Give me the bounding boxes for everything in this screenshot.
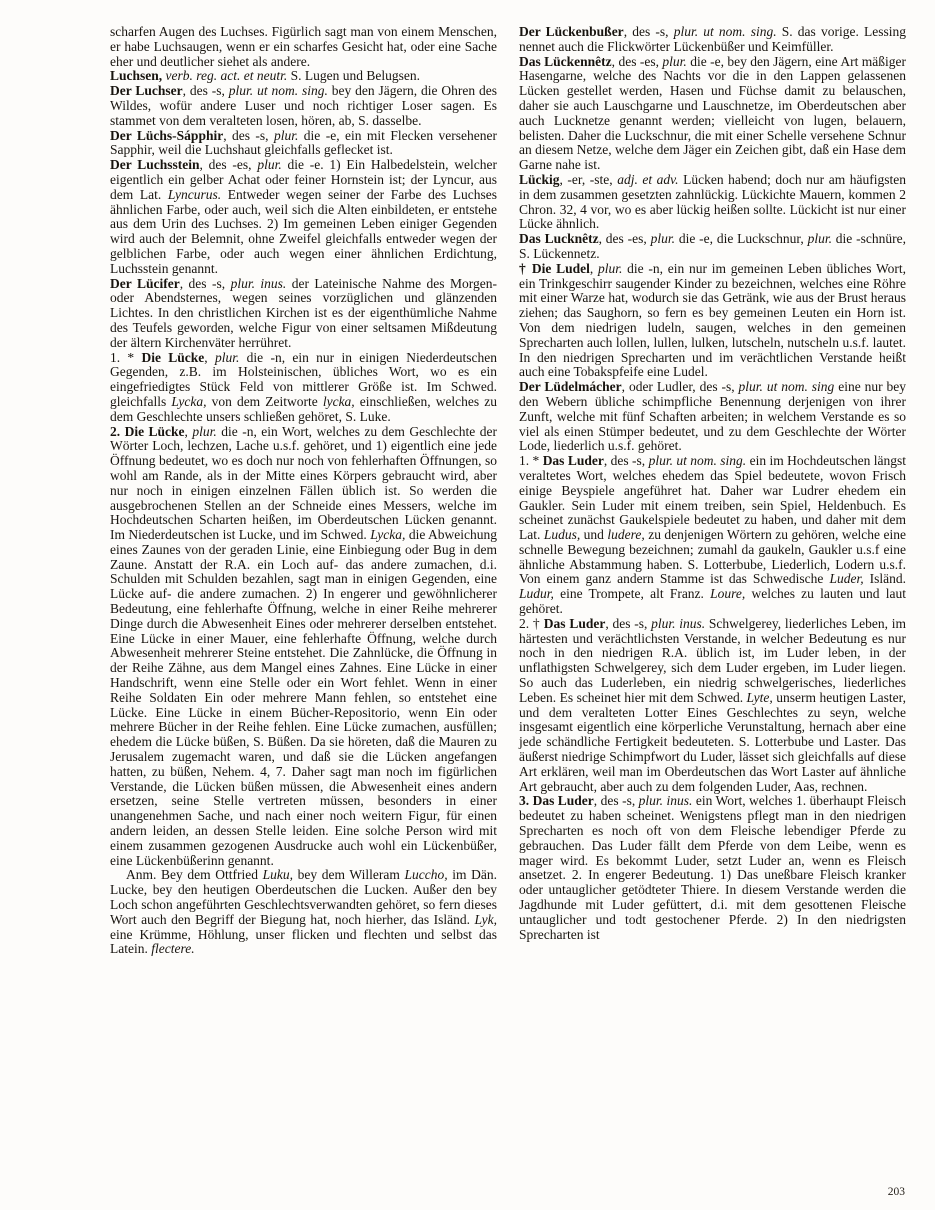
entry-die-ludel: [519, 262, 906, 380]
latin-abbreviation: Lyk,: [474, 911, 497, 927]
text-run: unserm heutigen Laster, und dem veralteten Lotter Eines Geschlechtes zu seyn, welche insgesamt eigentlich eine körperliche Verunstaltung, hernach aber eine jede schändliche Fertigkeit bedeuteten. S. Lotterbube und Laster. Das äußerst niedrige Schimpfwort du Luder, lässet sich gleichfalls auf diese Art erklären, weil man im Oberdeutschen das Wort Laster auf ähnliche Art gebraucht, aber auch zu dem folgenden Luder, Aas, rechnen.: [519, 689, 906, 794]
latin-abbreviation: plur. ut nom. sing.: [228, 83, 328, 99]
entry-headword: Luchsen,: [110, 68, 163, 84]
latin-abbreviation: Lyte,: [746, 689, 773, 705]
entry-der-luchs-sapphir: [110, 129, 497, 159]
text-run: ,: [204, 349, 215, 365]
text-run: S. das vorige. Lessing nennet auch die Flickwörter Lückenbüßer und Keimfüller.: [519, 24, 906, 54]
latin-abbreviation: plur.: [257, 157, 282, 173]
entry-der-luchser: [110, 84, 497, 128]
text-columns: [110, 25, 906, 957]
page-number: 203: [887, 1186, 905, 1198]
latin-abbreviation: Lycka,: [370, 527, 406, 543]
latin-abbreviation: Luder,: [829, 571, 864, 587]
text-run: einschließen, welches zu dem Geschlechte unsers schließen gehöret, S. Luke.: [110, 393, 497, 424]
text-run: ,: [589, 260, 599, 276]
latin-abbreviation: plur. ut nom. sing.: [648, 453, 747, 469]
latin-abbreviation: plur.: [192, 423, 217, 439]
entry-das-luder-2: [519, 617, 906, 795]
latin-abbreviation: plur. inus.: [651, 615, 706, 631]
latin-abbreviation: flectere.: [151, 941, 195, 957]
entry-der-lueckenbuesser: [519, 25, 906, 55]
text-run: die -schnüre, S. Lückennetz.: [519, 231, 906, 261]
entry-headword: † Die Ludel: [519, 260, 590, 276]
text-run: bey dem Willeram: [293, 867, 405, 883]
column-right: [519, 25, 906, 957]
latin-abbreviation: Ludus,: [543, 527, 581, 543]
entry-das-lucknetz: [519, 232, 906, 262]
text-run: der Lateinische Nahme des Morgen- oder Abendsternes, wegen seines vorzüglichen und glänzenden Lichtes. In den christlichen Kirchen ist es der eigenthümliche Nahme des Teufels geworden, welche Figur von einer seltsamen Mißdeutung der ältern Kirchenväter herrühret.: [110, 275, 497, 350]
text-run: scharfen Augen des Luchses. Figürlich sagt man von einem Menschen, er habe Luchsaugen, wenn er ein scharfes Gesicht hat, oder eine Sache eher und deutlicher siehet als andere.: [110, 24, 497, 69]
entry-headword: Der Lücifer: [110, 275, 180, 291]
entry-headword: Das Luder: [543, 615, 606, 631]
text-run: eine Trompete, alt Franz.: [553, 586, 711, 602]
latin-abbreviation: plur.: [807, 231, 832, 247]
latin-abbreviation: plur. ut nom. sing: [738, 379, 835, 395]
text-run: die -e. 1) Ein Halbedelstein, welcher eigentlich ein gelber Achat oder feiner Hornstein ist; der Lyncur, aus dem Lat.: [110, 157, 497, 202]
continuation-luchsauge: [110, 25, 497, 69]
text-run: , -er, -ste,: [559, 171, 618, 187]
latin-abbreviation: adj. et adv.: [617, 171, 679, 187]
entry-das-luder-1: [519, 454, 906, 617]
text-run: ,: [184, 423, 193, 439]
text-run: , des -s,: [593, 793, 639, 809]
latin-abbreviation: ludere,: [607, 527, 645, 543]
text-run: , des -s,: [623, 24, 674, 39]
text-run: , des -es,: [611, 53, 663, 69]
text-run: 2. †: [519, 615, 544, 631]
text-run: von dem Zeitworte: [206, 393, 323, 409]
text-run: im Dän. Lucke, bey den heutigen Oberdeutschen die Lucken. Außer den bey Loch schon angeführten Geschlechtsverwandten gehöret, so fern dieses Wort auch den Begriff der Biegung hat, noch hierher, das Isländ.: [110, 867, 497, 927]
text-run: Anm. Bey dem Ottfried: [126, 867, 263, 883]
entry-headword: 3. Das Luder: [519, 793, 594, 809]
text-run: welches zu lauten und laut gehöret.: [519, 586, 906, 617]
text-run: die Abweichung eines Zaunes von der geraden Linie, eine Einbiegung oder Bug in dem Zaune. Anstatt der R.A. ein Loch auf- das andere zumachen, d.i. Schulden mit Schulden bezahlen, sagt man in einigen Gegenden, eine Lücke auf- die andere zumachen. 2) In engerer und gewöhnlicherer Bedeutung, eine fehlerhafte Öffnung, welche in einer Reihe mehrerer Dinge durch die Abwesenheit Eines oder mehrerer derselben entstehet. Eine Lücke in einer Mauer, eine fehlerhafte Öffnung, welche durch Abwesenheit mehrerer Steine entstehet. Die Zahnlücke, die Öffnung in der Reihe Zähne, aus dem Mangel eines Zahnes. Eine Lücke in einer Handschrift, wenn eine Stelle oder ein Wort fehlet. Wenn in einer Reihe Soldaten Ein oder mehrere Mann fehlen, so entstehet eine Lücke. Eine Lücke in einem Bücher-Repositorio, wenn Ein oder mehrere Bücher in der Reihe fehlen. Eine Lücke zumachen, ausfüllen; ehedem die Lücke büßen, S. Büßen. Da sie höreten, daß die Mauren zu Jerusalem zugemacht waren, und daß sie die Lücken angefangen hatten, zu büßen, Nehem. 4, 7. Daher sagt man noch im figürlichen Verstande, die Lücken büßen müssen, die Abwesenheit eines andern ersetzen, seine Stelle vertreten müssen, besonders in einer unangenehmen Sache, und nach einer noch weitern Figur, für einen andern leiden, an dessen Stelle leiden. Eine solche Person wird mit einem zusammen gezogenen Ausdrucke auch wohl ein Lückenbüßer, eine Lückenbüßerinn genannt.: [110, 527, 497, 868]
text-run: eine nur bey den Webern übliche schimpfliche Benennung derjenigen von ihrer Zunft, welche mit fünf Schaften arbeiten; in welchem Verstande es so viel als einen Stümper bedeutet, und zu dem Geschlechte der Wörter Lode, liederlich u.s.f. gehöret.: [519, 379, 907, 454]
text-run: , oder Ludler, des -s,: [621, 379, 739, 395]
entry-headword: Der Lüdelmácher: [519, 379, 622, 395]
text-run: die -e, die Luckschnur,: [674, 231, 808, 247]
column-left: [110, 25, 497, 957]
entry-lueckig: [519, 173, 906, 232]
latin-abbreviation: plur.: [650, 231, 675, 247]
latin-abbreviation: plur.: [598, 260, 623, 276]
latin-abbreviation: plur.: [214, 349, 240, 365]
entry-der-luedelmacher: [519, 380, 906, 454]
text-run: Entweder wegen seiner der Farbe des Luchses ähnlichen Farbe, oder auch, weil sich die Alten einbildeten, er entstehe aus dem Urin des Luchses. 2) Im gemeinen Leben einiger Gegenden wird auch der Belemnit, ohne Zweifel gleichfalls entweder wegen der gelblichen Farbe, oder auch wegen einer ähnlichen Erdichtung, Luchsstein genannt.: [110, 186, 497, 276]
text-run: , des -s,: [605, 615, 652, 631]
latin-abbreviation: Ludur,: [519, 586, 554, 602]
text-run: S. Lugen und Belugsen.: [287, 68, 420, 84]
text-run: , des -s,: [603, 453, 649, 469]
text-run: ein Wort, welches 1. überhaupt Fleisch bedeutet zu haben scheinet. Wenigstens pflegt man in den niedrigen Sprecharten es noch oft von dem Fleische lebendiger Pferde zu gebrauchen. Das Luder fällt dem Pferde von dem Leibe, wenn es mager wird. Es bekommt Luder, setzt Luder an, wenn es Fleisch ansetzet. 2. In engerer Bedeutung. 1) Das uneßbare Fleisch kranker oder untauglicher getödteter Thiere. In diesem Verstande werden die Jagdhunde mit Luder gefüttert, d.i. mit dem gesottenen Fleische untauglicher und todt gestochener Pferde. 2) In den niedrigsten Sprecharten ist: [519, 793, 906, 942]
entry-anmerkung: [110, 868, 497, 957]
entry-headword: Der Luchser: [110, 83, 183, 99]
text-run: Isländ.: [863, 571, 906, 587]
latin-abbreviation: Luku,: [262, 867, 294, 883]
entry-luchsen: [110, 69, 497, 84]
entry-headword: Das Luder: [542, 453, 604, 469]
entry-der-luecifer: [110, 277, 497, 351]
latin-abbreviation: plur. ut nom. sing.: [673, 24, 777, 39]
entry-headword: Lückig: [519, 171, 560, 187]
entry-headword: 2. Die Lücke: [110, 423, 185, 439]
entry-headword: Der Lückenbußer: [519, 24, 624, 39]
entry-headword: Das Lückennêtz: [519, 53, 612, 69]
text-run: und: [580, 527, 608, 543]
entry-headword: Der Lüchs-Sápphir: [110, 127, 224, 143]
latin-abbreviation: Lyncurus.: [167, 186, 222, 202]
text-run: , des -s,: [179, 275, 231, 291]
text-run: , des -s,: [182, 83, 229, 99]
text-run: , des -s,: [223, 127, 274, 143]
latin-abbreviation: plur.: [273, 127, 299, 143]
text-run: Lücken habend; doch nur am häufigsten in dem zusammen gesetzten zahnlückig. Lückichte Mauern, kommen 2 Chron. 32, 4 vor, wo es aber lückig heißen sollte. Lückicht ist nur einer Lücke ähnlich.: [519, 171, 906, 232]
entry-headword: Die Lücke: [141, 349, 205, 365]
text-run: die -e, bey den Jägern, eine Art mäßiger Hasengarne, welche des Nachts vor die in den Lappen gelassenen Lücken gestellet werden, Hasen und Füchse damit zu belauschen, daher sie auch Lauschgarne und Lauschnetze, im Oberdeutschen aber auch Lucknetze genannt werden; vielleicht von lugen, belauern, belisten. Daher die Luckschnur, die mit einer Schelle versehene Schnur an diesem Netze, welche dem Jäger ein Zeichen gibt, daß ein Hase dem Garne nahe ist.: [519, 53, 906, 173]
text-run: die -n, ein nur in einigen Niederdeutschen Gegenden, z.B. im Holsteinischen, übliches Wort, wo es ein eingefriedigtes Stück Feld von mittlerer Größe ist. Im Schwed. gleichfalls: [110, 349, 498, 409]
latin-abbreviation: plur. inus.: [638, 793, 693, 809]
entry-die-luecke-1: [110, 351, 497, 425]
latin-abbreviation: plur. inus.: [230, 275, 287, 291]
text-run: 1. *: [519, 453, 543, 469]
text-run: 1. *: [110, 349, 142, 365]
text-run: Schwelgerey, liederliches Leben, im härtesten und verächtlichsten Verstande, in welcher Bedeutung es nur noch in den niedrigen R.A. üblich ist, im Luder leben, in der unflathigsten Schwelgerey, sich dem Luder ergeben, im Luder liegen. So auch das Luderleben, ein niedrig schwelgerisches, liederliches Leben. Es scheinet hier mit dem Schwed.: [519, 615, 907, 705]
latin-abbreviation: lycka,: [322, 393, 355, 409]
entry-das-luder-3: [519, 794, 906, 942]
entry-das-lueckennetz: [519, 55, 906, 173]
text-run: bey den Jägern, die Ohren des Wildes, wofür andere Luser und noch richtiger Loser sagen. Es stammet von dem veralteten losen, hören, ab, S. dasselbe.: [110, 83, 497, 128]
text-run: die -n, ein nur im gemeinen Leben übliches Wort, ein Trinkgeschirr saugender Kinder zu bezeichnen, welches eine Röhre mit einer Warze hat, wodurch sie das Getränk, wie aus der Brust heraus ziehen; das Saughorn, so fern es bey gemeinen Leuten ein Horn ist. Von dem niedrigen ludeln, saugen, welches in den gemeinen Sprecharten auch lollen, lullen, lulken, lutscheln, nutscheln u.s.f. lautet. In den niedrigen Sprecharten und im verächtlichen Verstande heißt auch eine Tobakspfeife eine Ludel.: [519, 260, 906, 380]
text-run: ein im Hochdeutschen längst veraltetes Wort, welches ehedem das Spiel bedeutete, wovon Frisch einige Beyspiele angeführet hat. Daher war Ludrer ehedem ein Gaukler. Sein Luder mit einem treiben, sein Spiel, Heldenbuch. Es scheinet zunächst Gaukelspiele bedeutet zu haben, und daher mit dem Lat.: [519, 453, 907, 543]
text-run: , des -es,: [199, 157, 258, 173]
entry-headword: Das Lucknêtz: [519, 231, 599, 247]
latin-abbreviation: Lycka,: [171, 393, 207, 409]
text-run: zu denjenigen Wörtern zu gehören, welche eine schnelle Bewegung bezeichnen; zumahl da gaukeln, Gaukler u.s.f eine ähnliche Abstammung haben. S. Lotterbube, Liederlich, Lodern u.s.f. Von einem ganz andern Stamme ist das Schwedische: [519, 527, 906, 587]
entry-die-luecke-2: [110, 425, 497, 869]
text-run: die -n, ein Wort, welches zu dem Geschlechte der Wörter Loch, lechzen, Lache u.s.f. gehöret, und 1) eigentlich eine jede Öffnung bedeutet, wo es doch nur noch von fehlerhaften Öffnungen, so wohl am Rande, als in der Mitte eines Körpers gebraucht wird, aber nur noch in einigen einzelnen Fällen üblich ist. So werden die ausgebrochenen Stellen an der Schneide eines Messers, welche im Hochdeutschen Scharten heißen, im Oberdeutschen Lücken genannt. Im Niederdeutschen ist Lucke, und im Schwed.: [110, 423, 498, 543]
entry-der-luchsstein: [110, 158, 497, 276]
latin-abbreviation: Loure,: [710, 586, 746, 602]
entry-headword: Der Luchsstein: [110, 157, 200, 173]
latin-abbreviation: plur.: [662, 53, 687, 69]
text-run: , des -es,: [598, 231, 651, 247]
text-run: die -e, ein mit Flecken versehener Sapphir, weil die Luchshaut gleichfalls geflecket ist.: [110, 127, 497, 158]
text-run: eine Krümme, Höhlung, unser flicken und flechten und selbst das Latein.: [110, 926, 497, 957]
latin-abbreviation: verb. reg. act. et neutr.: [165, 68, 288, 84]
latin-abbreviation: Luccho,: [404, 867, 448, 883]
